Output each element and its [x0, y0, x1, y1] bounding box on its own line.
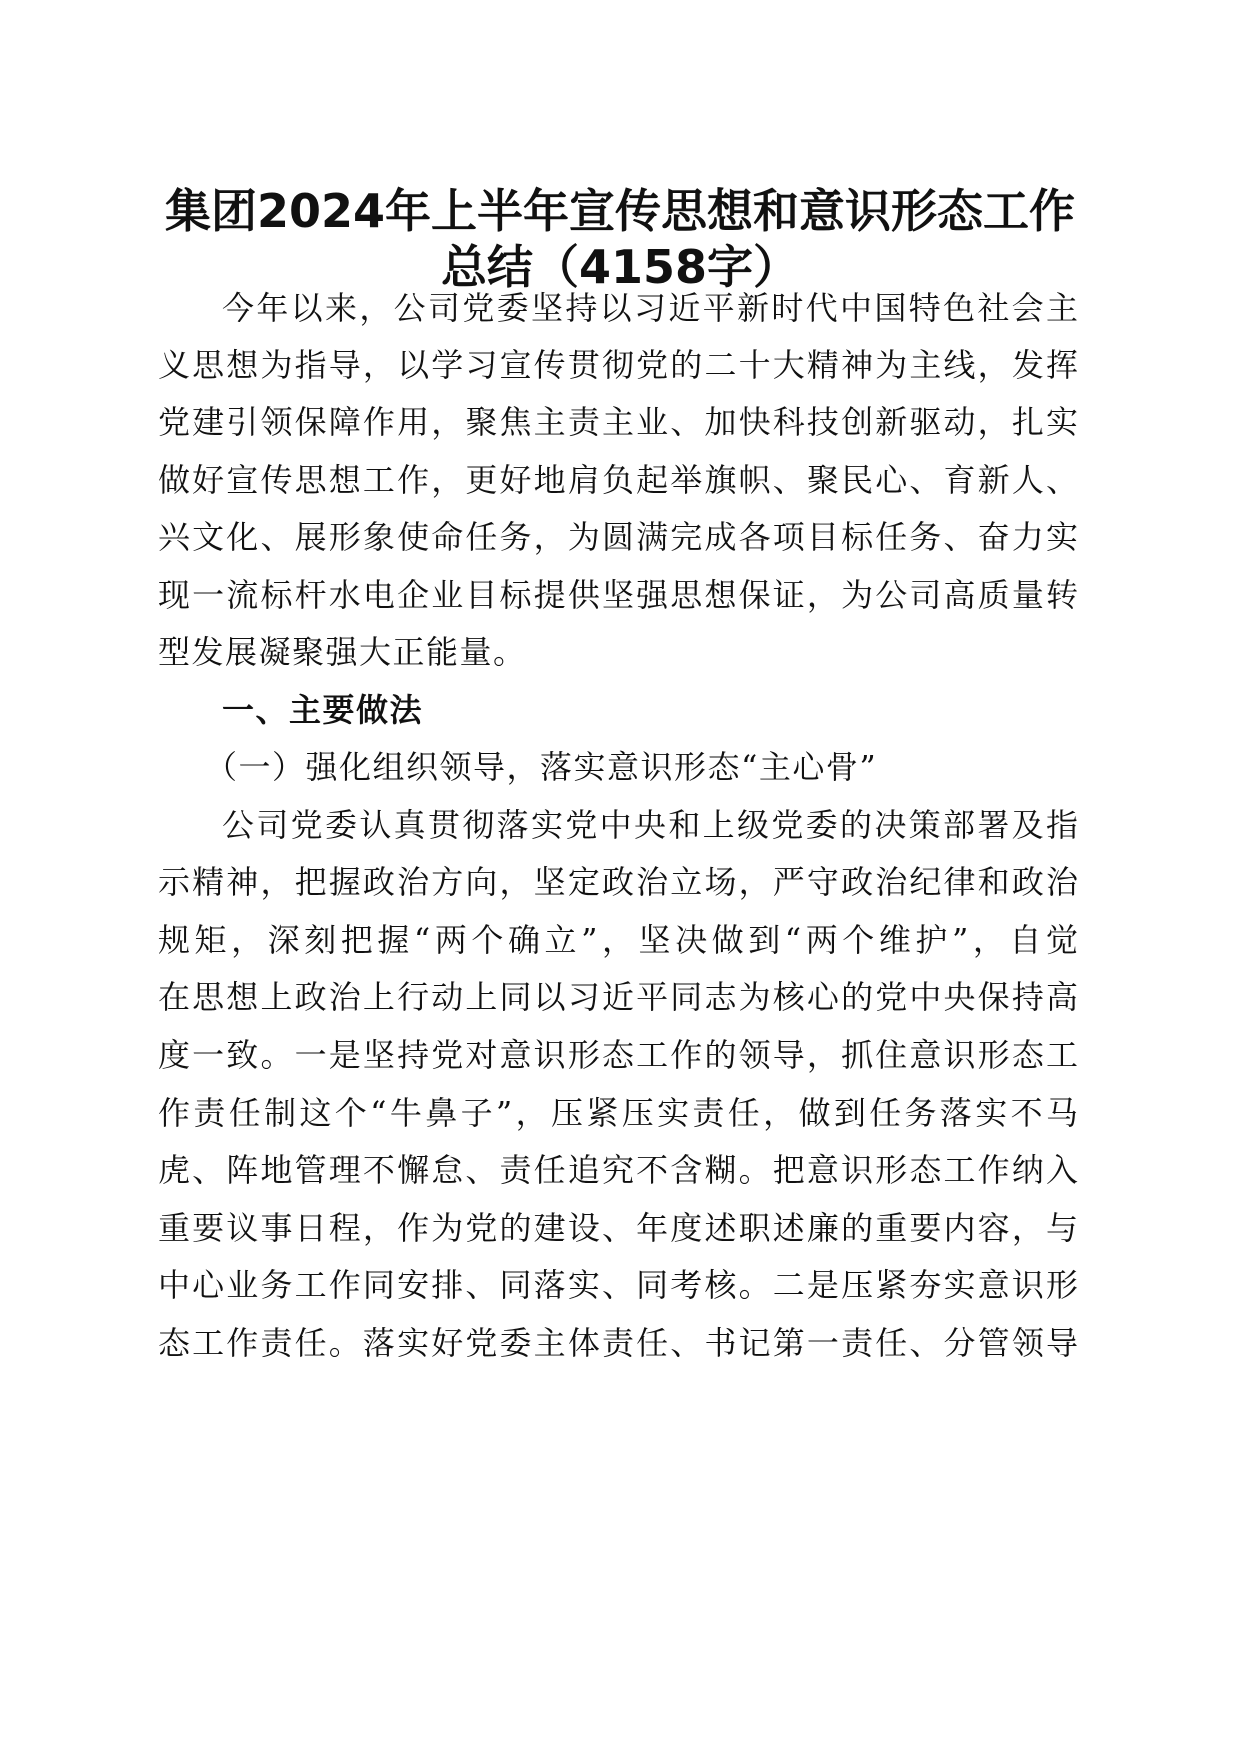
- intro-line: 党建引领保障作用，聚焦主责主业、加快科技创新驱动，扎实: [158, 403, 1078, 441]
- body-line: 作责任制这个“牛鼻子”，压紧压实责任，做到任务落实不马: [158, 1094, 1078, 1132]
- intro-line: 义思想为指导，以学习宣传贯彻党的二十大精神为主线，发挥: [158, 346, 1078, 384]
- body-line: 规矩，深刻把握“两个确立”，坚决做到“两个维护”，自觉: [158, 921, 1078, 959]
- body-line: 虎、阵地管理不懈怠、责任追究不含糊。把意识形态工作纳入: [158, 1151, 1078, 1189]
- intro-line: 现一流标杆水电企业目标提供坚强思想保证，为公司高质量转: [158, 576, 1078, 614]
- intro-line-last: 型发展凝聚强大正能量。: [158, 633, 527, 671]
- body-line: 公司党委认真贯彻落实党中央和上级党委的决策部署及指: [222, 806, 1078, 844]
- subsection-heading: （一）强化组织领导，落实意识形态“主心骨”: [205, 748, 878, 786]
- body-line: 态工作责任。落实好党委主体责任、书记第一责任、分管领导: [158, 1324, 1078, 1362]
- body-line: 示精神，把握政治方向，坚定政治立场，严守政治纪律和政治: [158, 863, 1078, 901]
- document-title-line-1: 集团2024年上半年宣传思想和意识形态工作: [164, 184, 1076, 238]
- body-line: 度一致。一是坚持党对意识形态工作的领导，抓住意识形态工: [158, 1036, 1078, 1074]
- section-heading: 一、主要做法: [222, 691, 424, 729]
- body-line: 在思想上政治上行动上同以习近平同志为核心的党中央保持高: [158, 978, 1078, 1016]
- intro-line: 做好宣传思想工作，更好地肩负起举旗帜、聚民心、育新人、: [158, 461, 1078, 499]
- body-line: 中心业务工作同安排、同落实、同考核。二是压紧夯实意识形: [158, 1266, 1078, 1304]
- document-title-line-2: 总结（4158字）: [440, 240, 800, 294]
- intro-line: 兴文化、展形象使命任务，为圆满完成各项目标任务、奋力实: [158, 518, 1078, 556]
- body-line: 重要议事日程，作为党的建设、年度述职述廉的重要内容，与: [158, 1209, 1078, 1247]
- intro-line: 今年以来，公司党委坚持以习近平新时代中国特色社会主: [222, 289, 1078, 327]
